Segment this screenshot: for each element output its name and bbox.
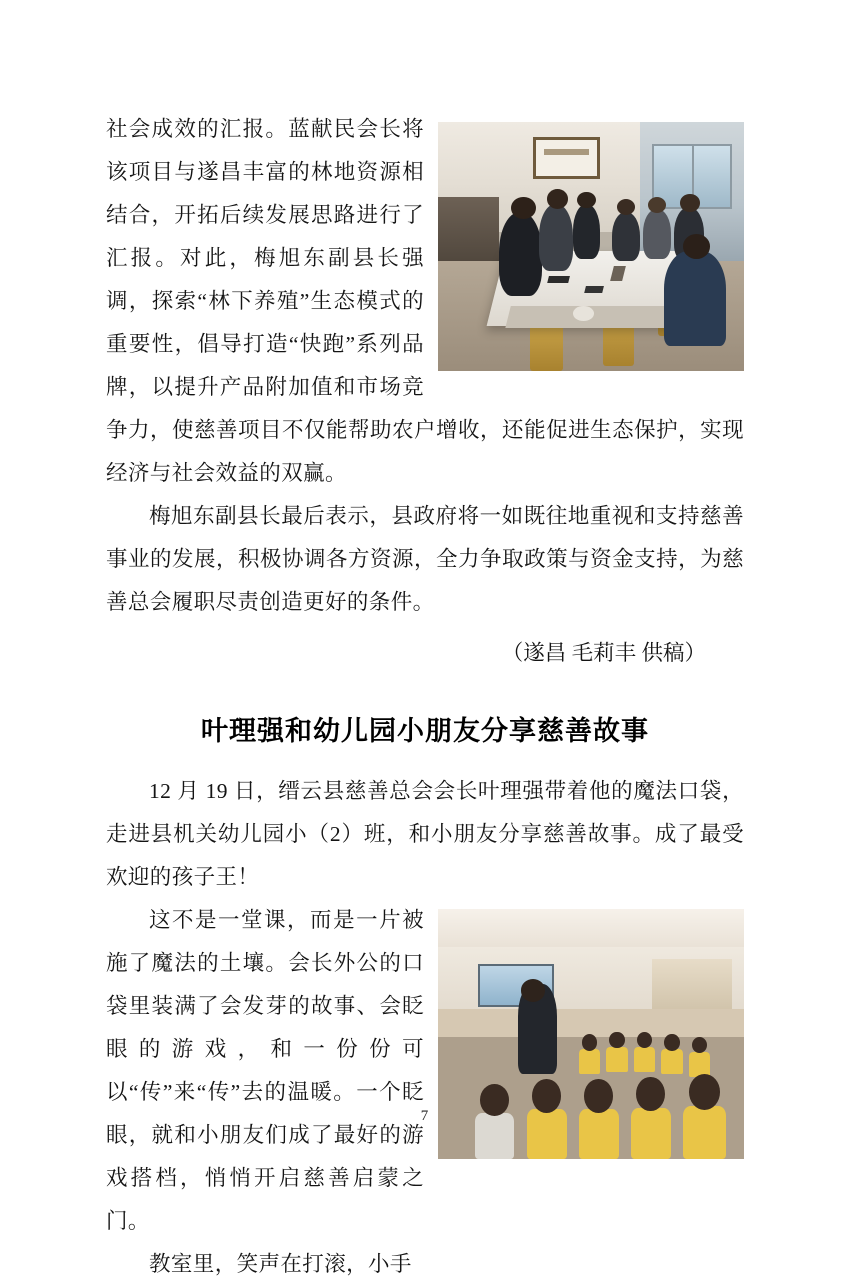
page-number: 7 [420,1108,429,1124]
paragraph-5: 教室里，笑声在打滚，小手 [149,1252,412,1276]
paragraph-4: 这不是一堂课，而是一片被施了魔法的土壤。会长外公的口袋里装满了会发芽的故事、会眨眼的游戏，和一份份可以“传”来“传”去的温暖。一个眨眼，就和小朋友们成了最好的游戏搭档，悄悄开启慈善启蒙之门。 [106,908,424,1233]
paragraph-2: 梅旭东副县长最后表示，县政府将一如既往地重视和支持慈善事业的发展，积极协调各方资源，全力争取政策与资金支持，为慈善总会履职尽责创造更好的条件。 [106,504,744,614]
meeting-room-photo [438,122,744,371]
paragraph-3: 12 月 19 日，缙云县慈善总会会长叶理强带着他的魔法口袋，走进县机关幼儿园小（2）班，和小朋友分享慈善故事。成了最受欢迎的孩子王！ [106,779,744,889]
paragraph-1: 社会成效的汇报。蓝献民会长将该项目与遂昌丰富的林地资源相结合，开拓后续发展思路进行了汇报。对此，梅旭东副县长强调，探索“林下养殖”生态模式的重要性，倡导打造“快跑”系列品牌，以提升产品附加值和市场竞争力，使慈善项目不仅能帮助农户增收，还能促进生态保护，实现经济与社会效益的双赢。 [106,117,744,485]
attribution-line: （遂昌 毛莉丰 供稿） [501,641,706,665]
section-heading: 叶理强和幼儿园小朋友分享慈善故事 [201,716,649,747]
